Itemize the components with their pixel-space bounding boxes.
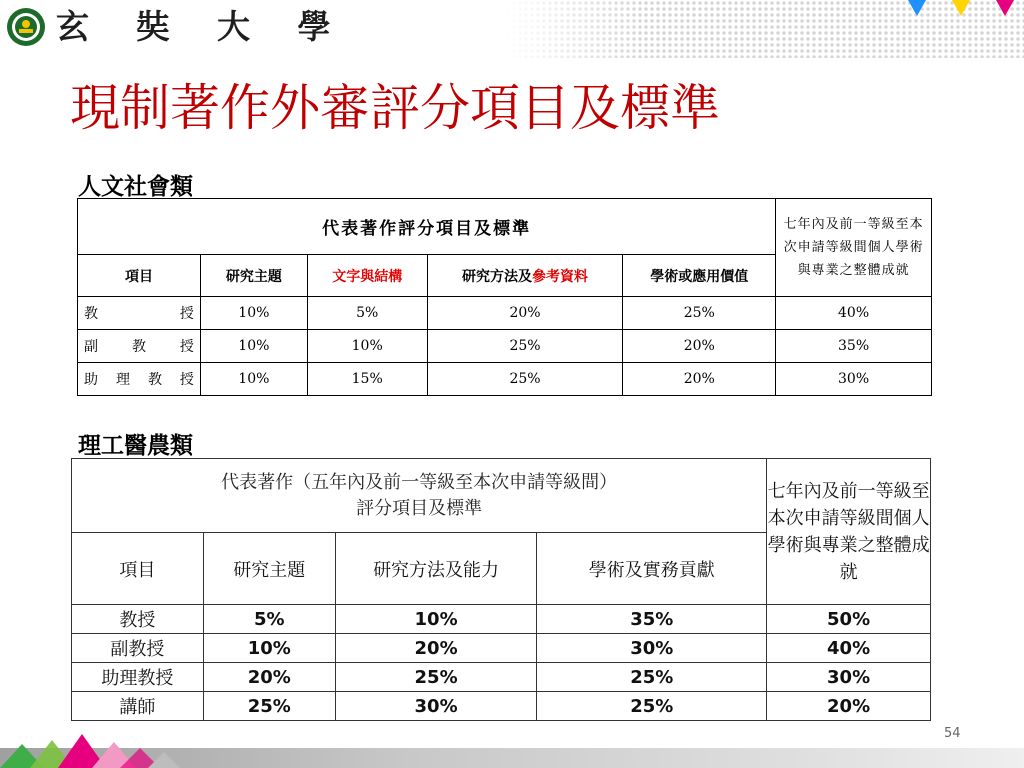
page-number: 54 (944, 726, 961, 741)
col-header-practice: 學術及實務貢獻 (537, 533, 767, 605)
cell-topic: 5% (203, 605, 335, 634)
side-header-overall: 七年內及前一等級至本次申請等級間個人學術與專業之整體成就 (767, 459, 931, 605)
cell-overall: 35% (776, 330, 932, 363)
row-rank: 教 授 (78, 297, 201, 330)
cell-method: 20% (427, 297, 623, 330)
row-rank: 講師 (72, 692, 204, 721)
table-row (72, 605, 931, 634)
cell-value: 20% (623, 330, 776, 363)
cell-topic: 10% (200, 330, 307, 363)
col-header-method: 研究方法及參考資料 (427, 255, 623, 297)
side-header-overall: 七年內及前一等級至本次申請等級間個人學術與專業之整體成就 (776, 199, 932, 297)
university-name: 玄 奘 大 學 (56, 7, 349, 46)
col-header-value: 學術或應用價值 (623, 255, 776, 297)
col-header-writing: 文字與結構 (307, 255, 427, 297)
cell-method: 10% (335, 605, 537, 634)
row-rank: 副教授 (72, 634, 204, 663)
cell-overall: 50% (767, 605, 931, 634)
col-header-item: 項目 (72, 533, 204, 605)
cell-overall: 30% (767, 663, 931, 692)
table-row (78, 330, 932, 363)
col-header-item: 項目 (78, 255, 201, 297)
slide-title: 現制著作外審評分項目及標準 (70, 79, 720, 137)
table-row (78, 297, 932, 330)
cell-writing: 5% (307, 297, 427, 330)
col-header-topic: 研究主題 (200, 255, 307, 297)
cell-practice: 25% (537, 692, 767, 721)
cell-overall: 40% (776, 297, 932, 330)
magenta-triangle-decoration (996, 0, 1014, 16)
cell-topic: 25% (203, 692, 335, 721)
row-rank: 副 教 授 (78, 330, 201, 363)
col-header-method: 研究方法及能力 (335, 533, 537, 605)
cell-overall: 30% (776, 363, 932, 396)
col-header-topic: 研究主題 (203, 533, 335, 605)
section-label-humanities: 人文社會類 (78, 174, 193, 200)
cell-practice: 25% (537, 663, 767, 692)
table-row (72, 634, 931, 663)
cell-method: 25% (335, 663, 537, 692)
footer-pattern-decoration (0, 730, 230, 768)
cell-method: 20% (335, 634, 537, 663)
row-rank: 教授 (72, 605, 204, 634)
table-row (72, 692, 931, 721)
university-seal-icon (6, 7, 46, 47)
cell-topic: 20% (203, 663, 335, 692)
yellow-triangle-decoration (952, 0, 970, 16)
cell-practice: 35% (537, 605, 767, 634)
cell-topic: 10% (200, 297, 307, 330)
cell-writing: 15% (307, 363, 427, 396)
main-header: 代表著作（五年內及前一等級至本次申請等級間） 評分項目及標準 (72, 459, 767, 533)
cell-topic: 10% (200, 363, 307, 396)
table-row (78, 363, 932, 396)
cell-method: 25% (427, 363, 623, 396)
row-rank: 助理教授 (72, 663, 204, 692)
section-label-science: 理工醫農類 (78, 433, 193, 459)
table-row (72, 663, 931, 692)
humanities-criteria-table (77, 198, 932, 396)
science-criteria-table (71, 458, 931, 721)
main-header: 代表著作評分項目及標準 (78, 199, 776, 255)
cell-practice: 30% (537, 634, 767, 663)
blue-triangle-decoration (908, 0, 926, 16)
cell-topic: 10% (203, 634, 335, 663)
cell-value: 25% (623, 297, 776, 330)
cell-method: 30% (335, 692, 537, 721)
slide-header (0, 0, 1024, 62)
cell-overall: 20% (767, 692, 931, 721)
cell-writing: 10% (307, 330, 427, 363)
cell-overall: 40% (767, 634, 931, 663)
cell-method: 25% (427, 330, 623, 363)
row-rank: 助 理 教 授 (78, 363, 201, 396)
cell-value: 20% (623, 363, 776, 396)
